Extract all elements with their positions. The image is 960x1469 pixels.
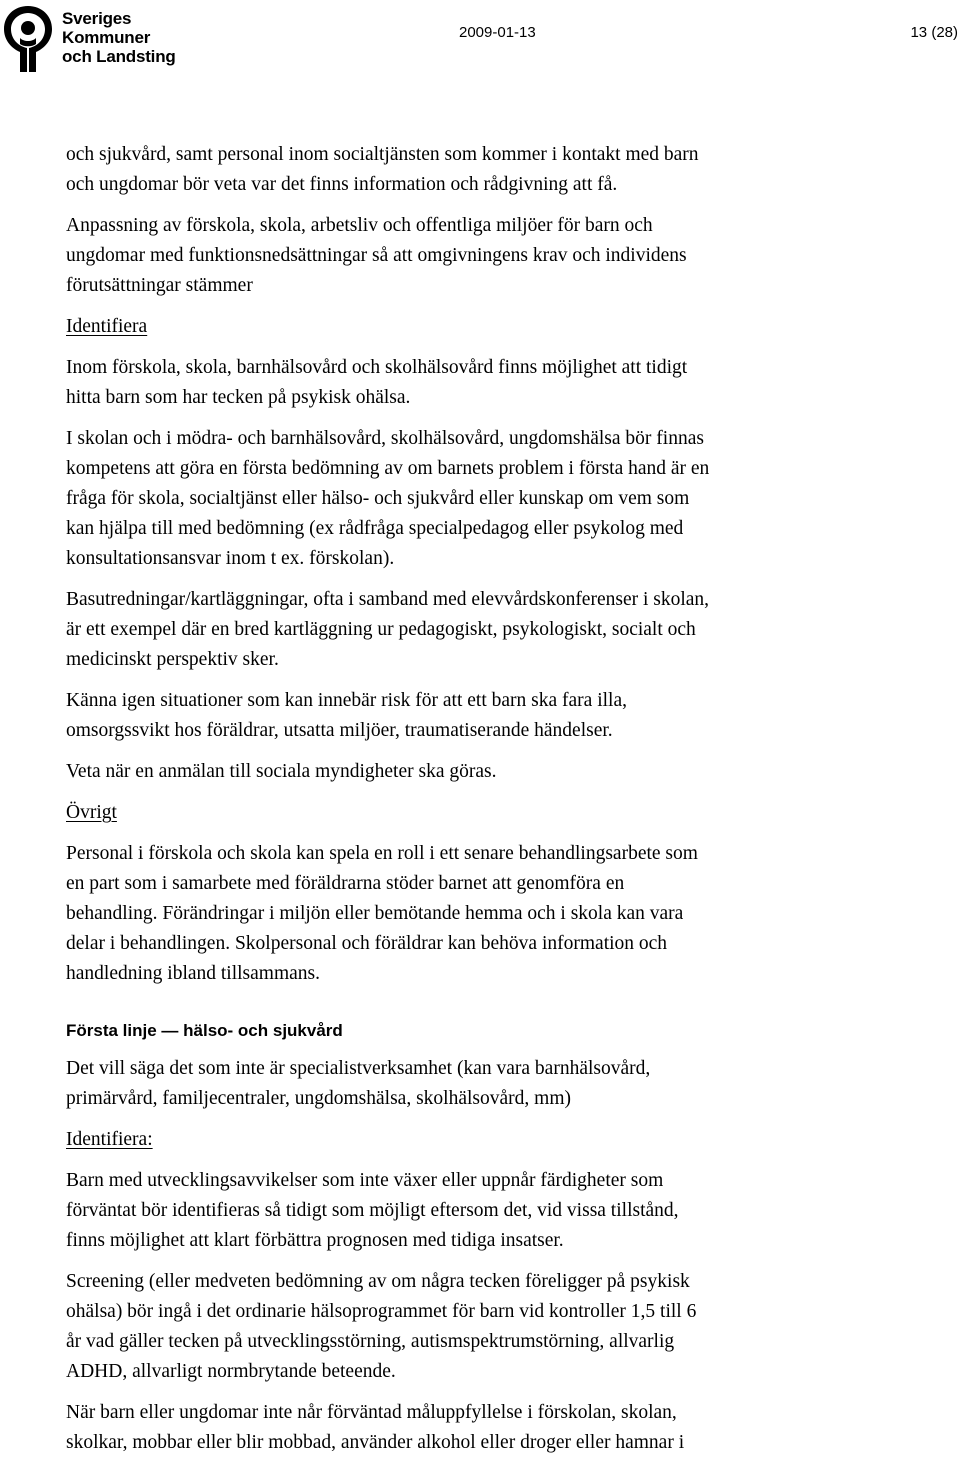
- text-line: Barn med utvecklingsavvikelser som inte växer eller uppnår färdigheter som: [66, 1170, 664, 1191]
- text-line: Känna igen situationer som kan innebär risk för att ett barn ska fara illa,: [66, 690, 627, 711]
- text-line: konsultationsansvar inom t ex. förskolan).: [66, 548, 395, 569]
- paragraph: [66, 1398, 886, 1458]
- text-line: ADHD, allvarligt normbrytande beteende.: [66, 1361, 396, 1382]
- text-line: en part som i samarbete med föräldrarna stöder barnet att genomföra en: [66, 873, 625, 894]
- text-line: När barn eller ungdomar inte når förväntad måluppfyllelse i förskolan, skolan,: [66, 1402, 677, 1423]
- text-line: skolkar, mobbar eller blir mobbad, använder alkohol eller droger eller hamnar i: [66, 1432, 685, 1453]
- paragraph: [66, 1166, 886, 1256]
- section-heading-forsta-linje: Första linje — hälso- och sjukvård: [66, 1021, 343, 1040]
- text-line: omsorgssvikt hos föräldrar, utsatta miljöer, traumatiserande händelser.: [66, 720, 613, 741]
- section-label-ovrigt: Övrigt: [66, 802, 117, 823]
- text-line: I skolan och i mödra- och barnhälsovård, skolhälsovård, ungdomshälsa bör finnas: [66, 428, 704, 449]
- header-page-number: 13 (28): [910, 24, 958, 41]
- text-line: handledning ibland tillsammans.: [66, 963, 321, 984]
- text-line: Veta när en anmälan till sociala myndigheter ska göras.: [66, 761, 497, 782]
- section-label-identifiera: Identifiera: [66, 316, 148, 337]
- paragraph: [66, 585, 886, 675]
- text-line: Anpassning av förskola, skola, arbetsliv och offentliga miljöer för barn och: [66, 215, 653, 236]
- text-line: ungdomar med funktionsnedsättningar så att omgivningens krav och individens: [66, 245, 687, 266]
- text-line: delar i behandlingen. Skolpersonal och föräldrar kan behöva information och: [66, 933, 668, 954]
- paragraph: [66, 424, 886, 574]
- text-line: ohälsa) bör ingå i det ordinarie hälsoprogrammet för barn vid kontroller 1,5 till 6: [66, 1301, 697, 1322]
- text-line: Basutredningar/kartläggningar, ofta i samband med elevvårdskonferenser i skolan,: [66, 589, 710, 610]
- text-line: och ungdomar bör veta var det finns information och rådgivning att få.: [66, 174, 618, 195]
- text-line: kan hjälpa till med bedömning (ex rådfråga specialpedagog eller psykolog med: [66, 518, 684, 539]
- page-header: [0, 0, 960, 80]
- text-line: primärvård, familjecentraler, ungdomshälsa, skolhälsovård, mm): [66, 1088, 571, 1109]
- paragraph: [66, 839, 886, 989]
- paragraph: [66, 1267, 886, 1387]
- text-line: och sjukvård, samt personal inom socialtjänsten som kommer i kontakt med barn: [66, 144, 699, 165]
- paragraph: [66, 353, 886, 413]
- text-line: Screening (eller medveten bedömning av om några tecken föreligger på psykisk: [66, 1271, 690, 1292]
- skl-emblem-icon: [0, 2, 56, 74]
- logo-line-2: Kommuner: [62, 28, 151, 47]
- paragraph: [66, 140, 886, 200]
- paragraph: [66, 211, 886, 301]
- paragraph: [66, 1054, 886, 1114]
- text-line: hitta barn som har tecken på psykisk ohälsa.: [66, 387, 411, 408]
- text-line: förutsättningar stämmer: [66, 275, 253, 296]
- text-line: är ett exempel där en bred kartläggning ur pedagogiskt, psykologiskt, socialt och: [66, 619, 696, 640]
- text-line: Inom förskola, skola, barnhälsovård och skolhälsovård finns möjlighet att tidigt: [66, 357, 688, 378]
- text-line: förväntat bör identifieras så tidigt som möjligt eftersom det, vid vissa tillstånd,: [66, 1200, 679, 1221]
- text-line: Personal i förskola och skola kan spela en roll i ett senare behandlingsarbete som: [66, 843, 698, 864]
- text-line: fråga för skola, socialtjänst eller hälso- och sjukvård eller kunskap om vem som: [66, 488, 690, 509]
- paragraph: [66, 686, 886, 746]
- logo-line-1: Sveriges: [62, 9, 132, 28]
- text-line: medicinskt perspektiv sker.: [66, 649, 279, 670]
- skl-logo: [0, 0, 175, 76]
- header-date: 2009-01-13: [459, 24, 536, 41]
- paragraph: [66, 757, 886, 787]
- text-line: finns möjlighet att klart förbättra prognosen med tidiga insatser.: [66, 1230, 564, 1251]
- text-line: kompetens att göra en första bedömning av om barnets problem i första hand är en: [66, 458, 710, 479]
- text-line: behandling. Förändringar i miljön eller bemötande hemma och i skola kan vara: [66, 903, 684, 924]
- document-body: [66, 140, 886, 1469]
- text-line: Det vill säga det som inte är specialistverksamhet (kan vara barnhälsovård,: [66, 1058, 651, 1079]
- section-label-identifiera-2: Identifiera:: [66, 1129, 153, 1150]
- logo-text: [62, 9, 176, 66]
- text-line: år vad gäller tecken på utvecklingsstörning, autismspektrumstörning, allvarlig: [66, 1331, 675, 1352]
- logo-line-3: och Landsting: [62, 47, 176, 66]
